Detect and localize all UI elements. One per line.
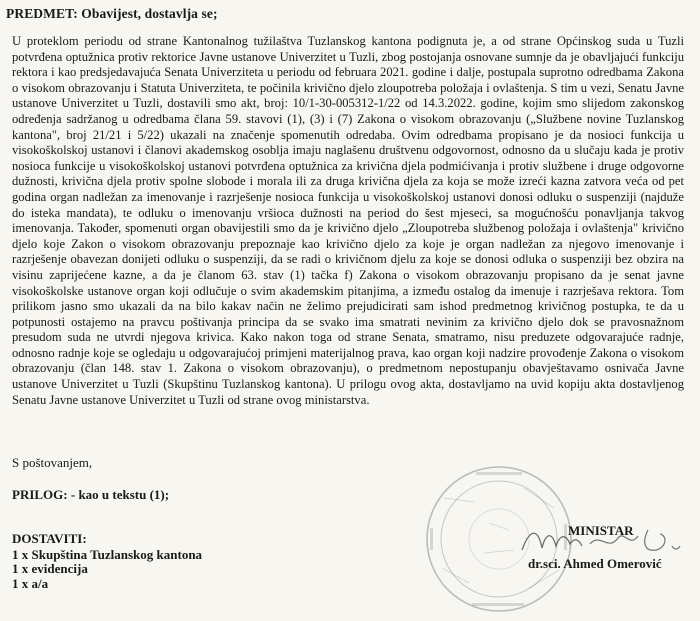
- handwritten-signature: [516, 522, 686, 560]
- closing-greeting: S poštovanjem,: [12, 455, 93, 470]
- body-paragraph: U proteklom periodu od strane Kantonalnog tužilaštva Tuzlanskog kantona podignuta je, a od strane Općinskog suda u Tuzli potvrđena optužnica protiv rektorice Javne ustanove Univerzitet u Tuzli, zbog postojanja osnovane sumnje da je obavljajući funkciju rektora i kao predsjedavajuća Senata Univerziteta u periodu od februara 2021. godine i dalje, postupala suprotno odredbama Zakona o visokom obrazovanju i Statuta Univerziteta, te počinila krivično djelo zloupotreba položaja i ovlaštenja. S tim u vezi, Senatu Javne ustanove Univerzitet u Tuzli, dostavili smo akt, broj: 10/1-30-005312-1/22 od 14.3.2022. godine, kojim smo slijedom zakonskog određenja sadržanog u odredbama člana 59. stavovi (1), (3) i (7) Zakona o visokom obrazovanju („Službene novine Tuzlanskog kantona", broj 21/21 i 5/22) ukazali na značenje spomenutih odredaba. Ovim odredbama propisano je da nosioci funkcija u visokoškolskoj ustanovi i članovi akademskog osoblja imaju naglašenu društvenu odgovornost, odnosno da u slučaju kada je protiv nosioca funkcije u visokoškolskoj ustanovi potvrđena optužnica za krivična djela podmićivanja i protiv službene i druge odgovorne dužnosti, krivična djela protiv spolne slobode i morala ili za druga krivična djela za koja se može izreći kazna zatvora veća od pet godina organ nadležan za imenovanje i razrješenje nosioca funkcija u visokoškolskoj ustanovi donosi odluku o suspenziji (najduže do isteka mandata), te odluku o imenovanju vršioca dužnosti na period do šest mjeseci, sa mogućnošću ponavljanja takvog imenovanja. Također, spomenuti organ obavijestili smo da je krivično djelo „Zloupotreba službenog položaja i ovlaštenja" krivično djelo koje Zakon o visokom obrazovanju prepoznaje kao krivično djelo za koje je organ nadležan za njegovo imenovanje i razrješenje obavezan donijeti odluku o suspenziji, da se radi o krivičnom djelu za koje se donosi odluka o suspenziji bez obzira na visinu zaprijećene kazne, a da je članom 63. stav (1) tačka f) Zakona o visokom obrazovanju propisano da je senat javne visokoškolske ustanove organ koji odlučuje o svim akademskim pitanjima, a između ostalog da imenuje i razrješava rektora. Tom prilikom jasno smo ukazali da na bilo kakav način ne želimo prejudicirati sam ishod predmetnog krivičnog postupka, te da u potpunosti ostajemo na pravcu poštivanja principa da se svako ima smatrati nevinim za krivično djelo dok se pravosnažnom presudom suda ne utvrdi njegova krivica. Kako nakon toga od strane Senata, smatramo, nisu preduzete odgovarajuće radnje, odnosno radnje koje se ogledaju u odgovarajućoj primjeni materijalnog prava, kao organ koji nadzire provođenje Zakona o visokom obrazovanju (član 148. stav 1. Zakona o visokom obrazovanju), o predmetnom nepostupanju obavještavamo osnivača Javne ustanove Univerzitet u Tuzli (Skupštinu Tuzlanskog kantona). U prilogu ovog akta, dostavljamo na uvid kopiju akta dostavljenog Senatu Javne ustanove Univerzitet u Tuzli od strane ovog ministarstva.: [12, 34, 684, 407]
- distribution-list: [12, 532, 202, 591]
- subject-line: PREDMET: Obavijest, dostavlja se;: [6, 6, 218, 21]
- distribution-heading: DOSTAVITI:: [12, 531, 87, 546]
- body-paragraph-container: [12, 34, 684, 408]
- distribution-item: 1 x a/a: [12, 575, 49, 591]
- distribution-item: 1 x evidencija: [12, 561, 88, 577]
- minister-title: MINISTAR: [568, 523, 634, 538]
- distribution-item: 1 x Skupština Tuzlanskog kantona: [12, 546, 203, 562]
- minister-name: dr.sci. Ahmed Omerović: [528, 556, 662, 571]
- attachment-line: PRILOG: - kao u tekstu (1);: [12, 487, 170, 502]
